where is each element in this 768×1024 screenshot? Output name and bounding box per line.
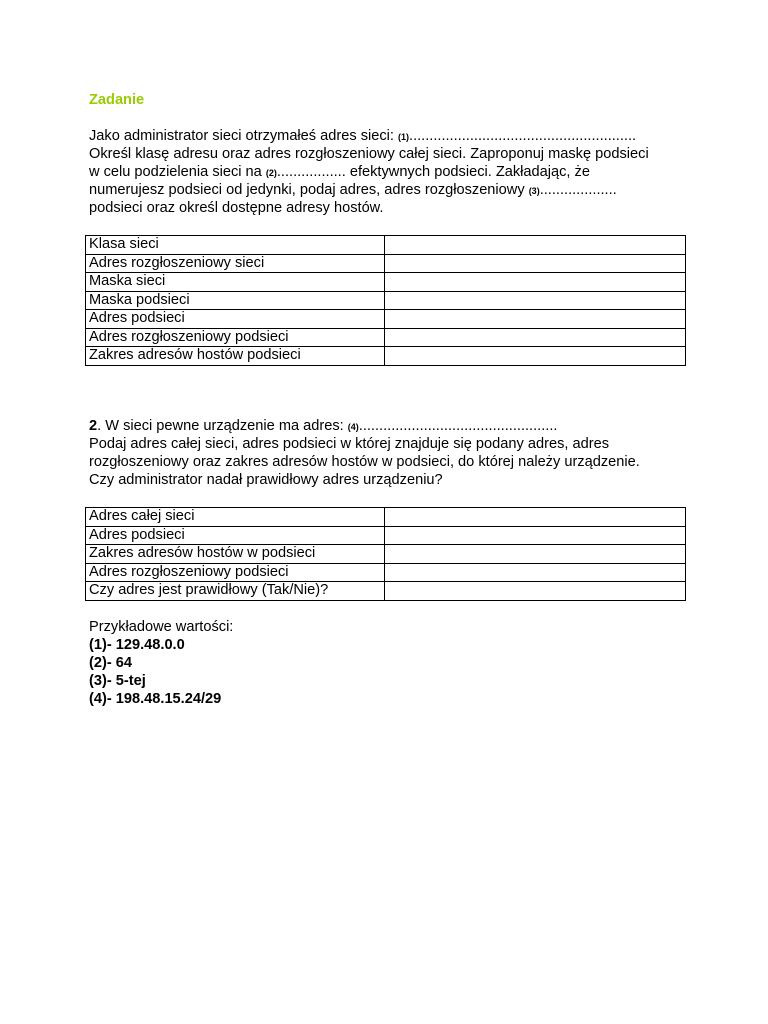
task2-line-1 [89,417,640,435]
answer-cell[interactable] [385,545,686,564]
table-row [86,582,686,601]
table-row [86,273,686,292]
task2-answer-table [85,507,686,601]
example-values-title: Przykładowe wartości: [89,619,234,635]
fill-in-dots-1: ........................................................ [409,128,637,144]
answer-cell[interactable] [385,273,686,292]
answer-cell[interactable] [385,582,686,601]
task2-line-4: Czy administrator nadał prawidłowy adres urządzeniu? [89,472,443,488]
row-label: Maska podsieci [86,291,385,310]
placeholder-marker-1: (1) [398,132,410,142]
answer-cell[interactable] [385,508,686,527]
table-row [86,563,686,582]
task1-line-3-rest: ................. efektywnych podsieci. Zakładając, że [276,164,590,180]
row-label: Klasa sieci [86,236,385,255]
task1-line-4-text: numerujesz podsieci od jedynki, podaj adres, adres rozgłoszeniowy [89,182,529,198]
task1-line-2: Określ klasę adresu oraz adres rozgłoszeniowy całej sieci. Zaproponuj maskę podsieci [89,146,649,162]
example-value-1: (1)- 129.48.0.0 [89,637,185,653]
answer-cell[interactable] [385,254,686,273]
table-row [86,526,686,545]
answer-cell[interactable] [385,563,686,582]
answer-cell[interactable] [385,236,686,255]
table-row [86,236,686,255]
placeholder-marker-3: (3) [528,186,540,196]
row-label: Adres rozgłoszeniowy podsieci [86,563,385,582]
task2-line-3: rozgłoszeniowy oraz zakres adresów hostów w podsieci, do której należy urządzenie. [89,454,640,470]
table-row [86,347,686,366]
fill-in-dots-3: ................... [539,182,617,198]
example-value-2: (2)- 64 [89,655,132,671]
table-row [86,254,686,273]
answer-cell[interactable] [385,347,686,366]
task-heading: Zadanie [89,92,145,108]
task1-answer-table [85,235,686,366]
row-label: Zakres adresów hostów w podsieci [86,545,385,564]
answer-cell[interactable] [385,291,686,310]
table-row [86,310,686,329]
answer-cell[interactable] [385,310,686,329]
task1-instructions [89,127,649,217]
row-label: Zakres adresów hostów podsieci [86,347,385,366]
answer-cell[interactable] [385,526,686,545]
row-label: Adres całej sieci [86,508,385,527]
task1-line-5: podsieci oraz określ dostępne adresy hostów. [89,200,384,216]
example-value-4: (4)- 198.48.15.24/29 [89,691,222,707]
example-values [89,618,233,708]
task1-line-1-text: Jako administrator sieci otrzymałeś adres sieci: [89,128,399,144]
example-value-3: (3)- 5-tej [89,673,146,689]
task2-number: 2 [89,418,98,434]
task1-line-3 [89,163,649,181]
task2-line-2: Podaj adres całej sieci, adres podsieci w której znajduje się podany adres, adres [89,436,609,452]
row-label: Adres rozgłoszeniowy podsieci [86,328,385,347]
row-label: Adres podsieci [86,310,385,329]
task1-line-4 [89,181,649,199]
placeholder-marker-4: (4) [347,422,359,432]
table-row [86,508,686,527]
table-row [86,545,686,564]
row-label: Maska sieci [86,273,385,292]
task2-line-1-text: . W sieci pewne urządzenie ma adres: [97,418,348,434]
row-label: Adres podsieci [86,526,385,545]
row-label: Czy adres jest prawidłowy (Tak/Nie)? [86,582,385,601]
task1-line-3-text: w celu podzielenia sieci na [89,164,266,180]
row-label: Adres rozgłoszeniowy sieci [86,254,385,273]
answer-cell[interactable] [385,328,686,347]
fill-in-dots-4: ................................................. [358,418,558,434]
task2-instructions [89,417,640,489]
task1-line-1 [89,127,649,145]
table-row [86,291,686,310]
table-row [86,328,686,347]
placeholder-marker-2: (2) [265,168,277,178]
